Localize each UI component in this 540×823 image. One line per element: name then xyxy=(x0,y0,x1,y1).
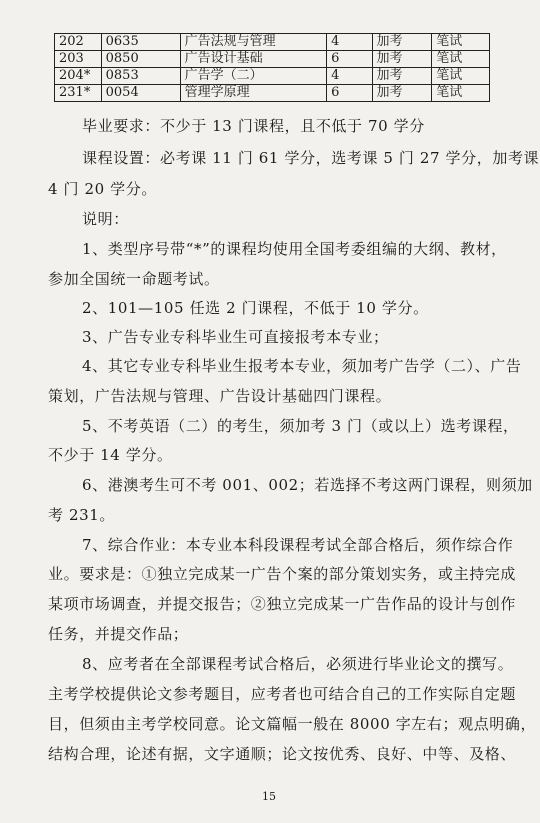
note-6-line-1: 6、港澳考生可不考 001、002；若选择不考这两门课程，则须加 xyxy=(82,476,533,494)
course-name-cell: 广告法规与管理 xyxy=(180,34,326,51)
course-type-cell: 加考 xyxy=(372,51,432,68)
note-1-line-1: 1、类型序号带“*”的课程均使用全国考委组编的大纲、教材， xyxy=(82,240,507,258)
table-row xyxy=(55,68,490,85)
course-table-body xyxy=(55,34,490,102)
course-setting-line-2: 4 门 20 学分。 xyxy=(48,180,157,198)
course-credit-cell: 4 xyxy=(327,34,372,51)
note-4-line-2: 策划，广告法规与管理、广告设计基础四门课程。 xyxy=(48,387,392,405)
note-1-line-2: 参加全国统一命题考试。 xyxy=(48,270,220,288)
course-number-cell: 231* xyxy=(55,85,102,102)
course-code-cell: 0850 xyxy=(101,51,180,68)
page-number: 15 xyxy=(262,790,276,803)
course-name-cell: 管理学原理 xyxy=(180,85,326,102)
course-code-cell: 0054 xyxy=(101,85,180,102)
table-row xyxy=(55,85,490,102)
course-table xyxy=(54,33,490,102)
note-8-line-1: 8、应考者在全部课程考试合格后，必须进行毕业论文的撰写。 xyxy=(82,655,514,673)
course-number-cell: 203 xyxy=(55,51,102,68)
course-credit-cell: 6 xyxy=(327,85,372,102)
course-setting-line-1: 课程设置：必考课 11 门 61 学分，选考课 5 门 27 学分，加考课 xyxy=(82,149,540,167)
course-number-cell: 202 xyxy=(55,34,102,51)
exam-method-cell: 笔试 xyxy=(432,51,490,68)
table-row xyxy=(55,34,490,51)
course-type-cell: 加考 xyxy=(372,85,432,102)
exam-method-cell: 笔试 xyxy=(432,68,490,85)
course-code-cell: 0635 xyxy=(101,34,180,51)
note-8-line-4: 结构合理，论述有据，文字通顺；论文按优秀、良好、中等、及格、 xyxy=(48,745,517,763)
note-6-line-2: 考 231。 xyxy=(48,506,115,524)
note-7-line-1: 7、综合作业：本专业本科段课程考试全部合格后，须作综合作 xyxy=(82,536,514,554)
course-type-cell: 加考 xyxy=(372,68,432,85)
note-8-line-3: 目，但须由主考学校同意。论文篇幅一般在 8000 字左右；观点明确， xyxy=(48,715,537,733)
exam-method-cell: 笔试 xyxy=(432,34,490,51)
note-7-line-4: 任务，并提交作品； xyxy=(48,625,189,643)
exam-method-cell: 笔试 xyxy=(432,85,490,102)
course-name-cell: 广告设计基础 xyxy=(180,51,326,68)
course-number-cell: 204* xyxy=(55,68,102,85)
course-credit-cell: 4 xyxy=(327,68,372,85)
course-name-cell: 广告学（二） xyxy=(180,68,326,85)
note-5-line-2: 不少于 14 学分。 xyxy=(48,446,173,464)
course-credit-cell: 6 xyxy=(327,51,372,68)
notes-heading: 说明： xyxy=(82,210,129,228)
note-7-line-3: 某项市场调查，并提交报告；②独立完成某一广告作品的设计与创作 xyxy=(48,595,517,613)
course-code-cell: 0853 xyxy=(101,68,180,85)
graduation-requirement: 毕业要求：不少于 13 门课程，且不低于 70 学分 xyxy=(82,117,425,135)
course-type-cell: 加考 xyxy=(372,34,432,51)
note-7-line-2: 业。要求是：①独立完成某一广告个案的部分策划实务，或主持完成 xyxy=(48,565,517,583)
note-4-line-1: 4、其它专业专科毕业生报考本专业，须加考广告学（二）、广告 xyxy=(82,357,522,375)
note-8-line-2: 主考学校提供论文参考题目，应考者也可结合自己的工作实际自定题 xyxy=(48,685,517,703)
table-row xyxy=(55,51,490,68)
note-2: 2、101—105 任选 2 门课程，不低于 10 学分。 xyxy=(82,299,429,317)
note-5-line-1: 5、不考英语（二）的考生，须加考 3 门（或以上）选考课程， xyxy=(82,417,519,435)
note-3: 3、广告专业专科毕业生可直接报考本专业； xyxy=(82,328,389,346)
